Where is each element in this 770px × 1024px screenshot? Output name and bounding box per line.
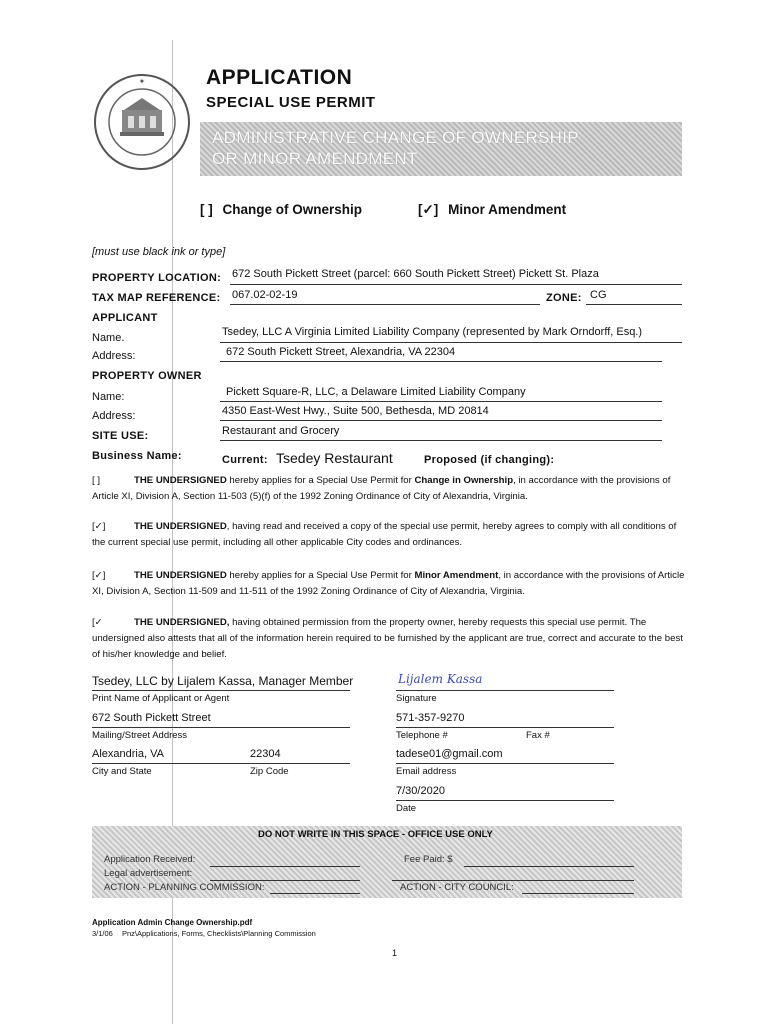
paragraph-text: having obtained permission from the property owner, hereby requests this special use permit. The undersigned also attests that all of the information herein required to be furnished by the applicant are true, correct and accurate to the best of his/her knowledge and belief. — [92, 617, 683, 660]
underline — [220, 342, 682, 343]
street-label: Mailing/Street Address — [92, 730, 188, 741]
date-label: Date — [396, 803, 417, 814]
phone-label: Telephone # — [396, 730, 448, 741]
underline — [220, 440, 662, 441]
property-location-label: PROPERTY LOCATION: — [92, 272, 222, 284]
owner-address-value[interactable]: 4350 East-West Hwy., Suite 500, Bethesda, MD 20814 — [222, 405, 489, 417]
zone-value[interactable]: CG — [590, 289, 607, 301]
zone-label: ZONE: — [546, 292, 582, 304]
paragraph-bold: THE UNDERSIGNED — [134, 521, 227, 532]
banner-line-2: OR MINOR AMENDMENT — [212, 149, 418, 168]
email-value[interactable]: tadese01@gmail.com — [396, 748, 503, 760]
tax-map-label: TAX MAP REFERENCE: — [92, 292, 221, 304]
underline — [586, 304, 682, 305]
form-type-banner — [200, 122, 682, 176]
business-name-label: Business Name: — [92, 450, 182, 462]
checkbox-label: Change of Ownership — [222, 202, 363, 217]
paragraph-text: , in accordance with the provisions of Article XI, Division A, Section 11-503 (5)(f) of the 1992 Zoning Ordinance of City of Alexandria, Virginia. — [92, 475, 671, 502]
page-number: 1 — [392, 948, 398, 958]
signature-label: Signature — [396, 693, 437, 704]
office-use-title: DO NOT WRITE IN THIS SPACE - OFFICE USE ONLY — [258, 829, 493, 840]
city-label: City and State — [92, 766, 152, 777]
paragraph-bold: THE UNDERSIGNED — [134, 475, 227, 486]
paragraph-checkbox[interactable]: [✓] — [92, 570, 106, 581]
paragraph-bold: Change in Ownership — [414, 475, 514, 486]
underline — [522, 893, 634, 894]
underline — [92, 690, 350, 691]
owner-address-label: Address: — [92, 410, 136, 422]
paragraph-bold: Minor Amendment — [414, 570, 499, 581]
action-council-label: ACTION - CITY COUNCIL: — [400, 882, 514, 893]
date-value[interactable]: 7/30/2020 — [396, 785, 445, 797]
underline — [392, 880, 634, 881]
city-seal-icon — [92, 72, 192, 172]
street-value[interactable]: 672 South Pickett Street — [92, 712, 211, 724]
proposed-label: Proposed (if changing): — [424, 454, 555, 466]
checkbox-mark: [✓] — [418, 202, 439, 217]
application-received-label: Application Received: — [104, 854, 196, 865]
site-use-value[interactable]: Restaurant and Grocery — [222, 425, 340, 437]
paragraph-permission — [92, 615, 692, 663]
fee-paid-label: Fee Paid: $ — [404, 854, 453, 865]
paragraph-text: hereby applies for a Special Use Permit for — [226, 570, 415, 581]
print-name-value[interactable]: Tsedey, LLC by Lijalem Kassa, Manager Member — [92, 674, 354, 688]
paragraph-text: , having read and received a copy of the special use permit, hereby agrees to comply with all conditions of the current special use permit, including all other applicable City codes and ordinances. — [92, 521, 677, 548]
office-use-box — [92, 826, 682, 898]
applicant-address-label: Address: — [92, 350, 136, 362]
page-title: APPLICATION — [206, 66, 353, 89]
underline — [210, 866, 360, 867]
applicant-section-label: APPLICANT — [92, 312, 158, 324]
applicant-name-label: Name. — [92, 332, 125, 344]
phone-value[interactable]: 571-357-9270 — [396, 712, 465, 724]
tax-map-value[interactable]: 067.02-02-19 — [232, 289, 298, 301]
print-name-label: Print Name of Applicant or Agent — [92, 693, 230, 704]
paragraph-checkbox[interactable]: [ ] — [92, 475, 100, 486]
site-use-label: SITE USE: — [92, 430, 149, 442]
banner-line-1: ADMINISTRATIVE CHANGE OF OWNERSHIP — [212, 128, 579, 147]
checkbox-label: Minor Amendment — [448, 202, 567, 217]
zip-label: Zip Code — [250, 766, 289, 777]
legal-advertisement-label: Legal advertisement: — [104, 868, 193, 879]
underline — [396, 727, 614, 728]
city-value[interactable]: Alexandria, VA — [92, 748, 164, 760]
paragraph-checkbox[interactable]: [✓] — [92, 521, 106, 532]
paragraph-text: hereby applies for a Special Use Permit for — [226, 475, 415, 486]
footer-date: 3/1/06 — [92, 929, 113, 938]
underline — [210, 880, 360, 881]
paragraph-minor-amendment — [92, 568, 692, 600]
paragraph-bold: THE UNDERSIGNED, — [134, 617, 230, 628]
action-planning-label: ACTION - PLANNING COMMISSION: — [104, 882, 265, 893]
email-label: Email address — [396, 766, 457, 777]
current-business-value[interactable]: Tsedey Restaurant — [276, 450, 393, 466]
applicant-address-value[interactable]: 672 South Pickett Street, Alexandria, VA 22304 — [226, 346, 456, 358]
minor-amendment-checkbox[interactable] — [418, 202, 566, 218]
underline — [270, 893, 360, 894]
underline — [464, 866, 634, 867]
underline — [396, 800, 614, 801]
signature-value[interactable]: Lijalem Kassa — [398, 672, 483, 686]
change-of-ownership-checkbox[interactable] — [200, 202, 362, 217]
underline — [396, 763, 614, 764]
footer-file: Application Admin Change Ownership.pdf — [92, 918, 253, 927]
paragraph-text: , in accordance with the provisions of Article XI, Division A, Section 11-509 and 11-511 of the 1992 Zoning Ordinance of City of Alexandria, Virginia. — [92, 570, 685, 597]
underline — [396, 690, 614, 691]
owner-name-value[interactable]: Pickett Square-R, LLC, a Delaware Limited Liability Company — [226, 386, 526, 398]
owner-section-label: PROPERTY OWNER — [92, 370, 202, 382]
svg-text:✦: ✦ — [138, 77, 146, 86]
owner-name-label: Name: — [92, 391, 125, 403]
underline — [230, 304, 540, 305]
checkbox-mark: [ ] — [200, 202, 213, 217]
paragraph-change-ownership — [92, 473, 692, 505]
fax-label: Fax # — [526, 730, 550, 741]
paragraph-checkbox[interactable]: [✓ — [92, 617, 103, 628]
paragraph-agreement — [92, 519, 692, 551]
underline — [92, 727, 350, 728]
footer-path: Pnz\Applications, Forms, Checklists\Planning Commission — [122, 929, 316, 938]
underline — [220, 420, 662, 421]
property-location-value[interactable]: 672 South Pickett Street (parcel: 660 South Pickett Street) Pickett St. Plaza — [232, 268, 599, 280]
current-label: Current: — [222, 454, 268, 466]
applicant-name-value[interactable]: Tsedey, LLC A Virginia Limited Liability Company (represented by Mark Orndorff, Esq.) — [222, 326, 643, 338]
page-subtitle: SPECIAL USE PERMIT — [206, 94, 376, 111]
underline — [92, 763, 350, 764]
ink-instruction: [must use black ink or type] — [92, 246, 226, 258]
paragraph-bold: THE UNDERSIGNED — [134, 570, 227, 581]
underline — [230, 284, 682, 285]
underline — [220, 361, 662, 362]
underline — [220, 401, 662, 402]
zip-value[interactable]: 22304 — [250, 748, 281, 760]
